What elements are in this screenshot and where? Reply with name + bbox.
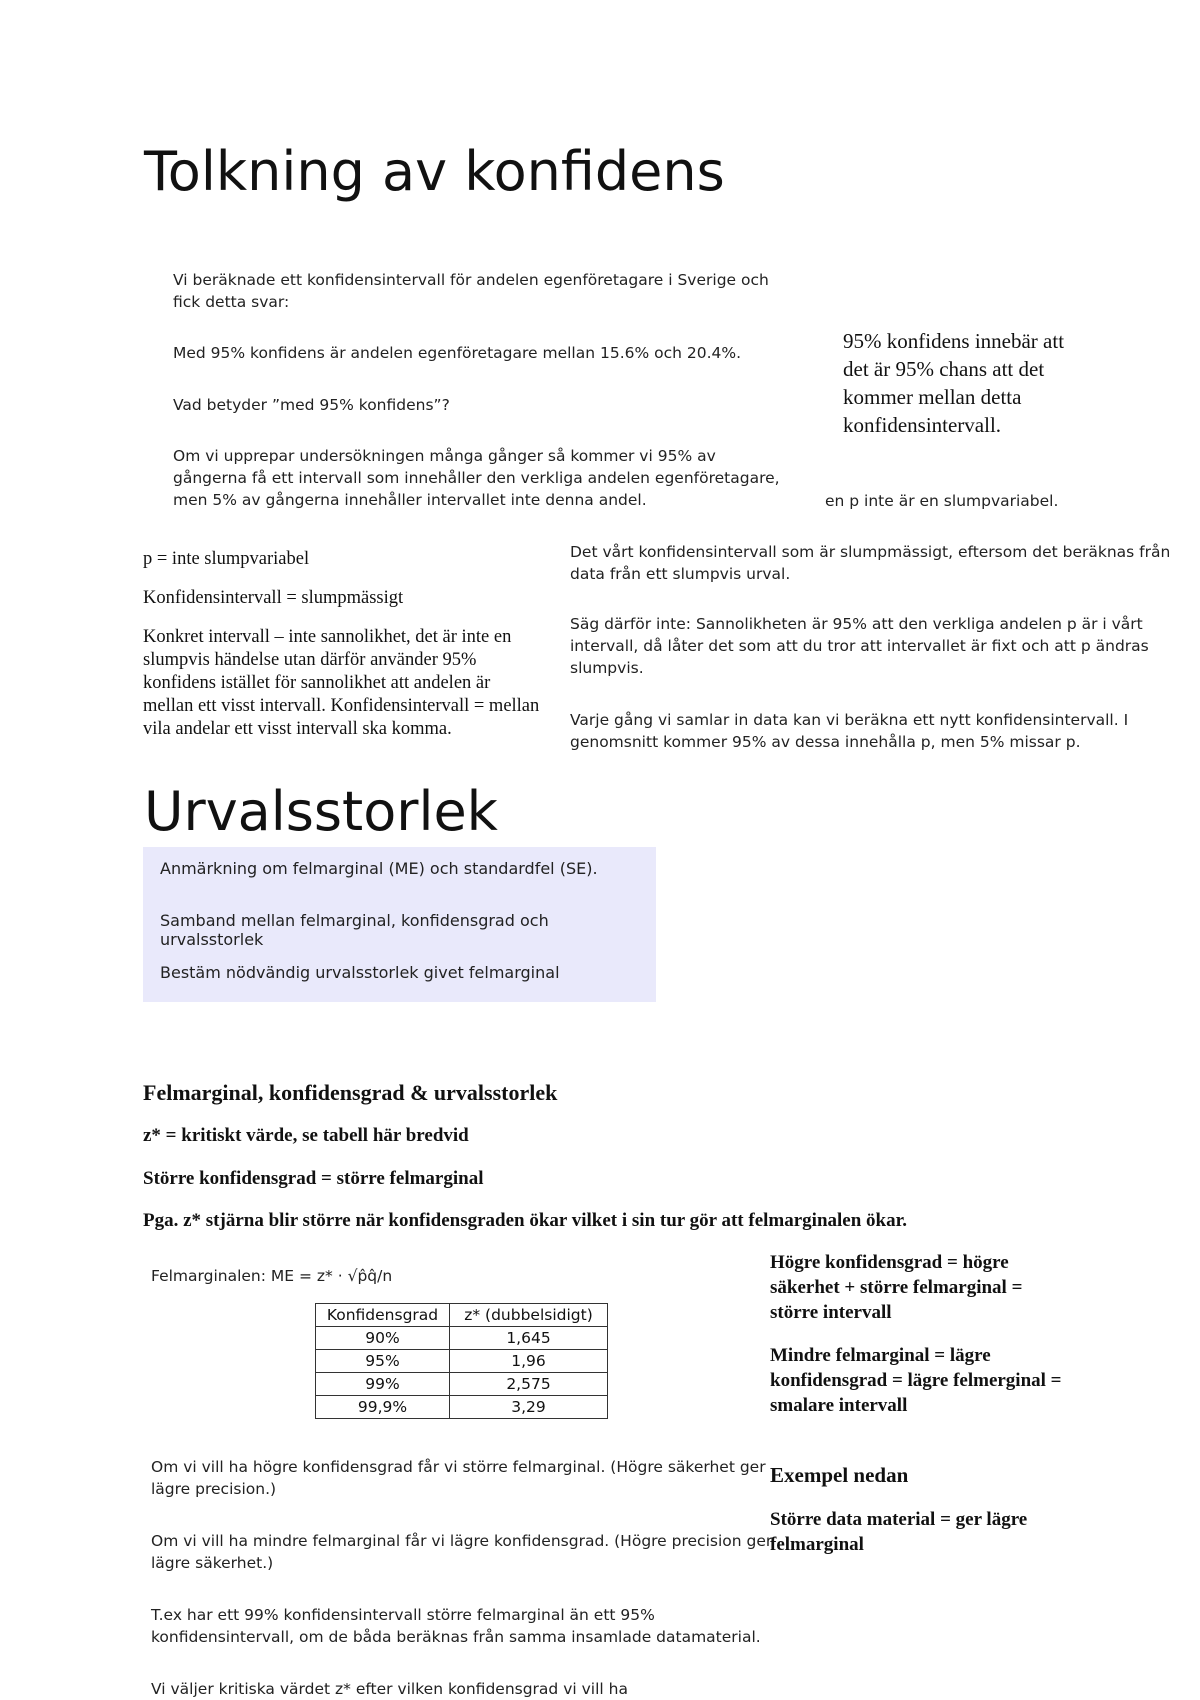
- slide-paragraph: Om vi vill ha högre konfidensgrad får vi större felmarginal. (Högre säkerhet ger lägre precision.): [151, 1458, 766, 1498]
- table-cell: 99,9%: [316, 1396, 450, 1419]
- table-row: [316, 1327, 608, 1350]
- critical-value-table: [315, 1303, 608, 1419]
- formula: Felmarginalen: ME = z* · √p̂q̂/n: [151, 1267, 393, 1285]
- table-cell: 1,96: [450, 1350, 608, 1373]
- right-note: Större data material = ger lägre felmarginal: [770, 1509, 1028, 1555]
- right-note: Högre konfidensgrad = högre säkerhet + större felmarginal = större intervall: [770, 1252, 1023, 1323]
- table-row: [316, 1373, 608, 1396]
- slide-paragraph: Varje gång vi samlar in data kan vi beräkna ett nytt konfidensintervall. I genomsnitt kommer 95% av dessa innehålla p, men 5% missar p.: [570, 711, 1129, 751]
- slide-paragraph: T.ex har ett 99% konfidensintervall större felmarginal än ett 95% konfidensintervall, om de båda beräknas från samma insamlade datamaterial.: [151, 1606, 761, 1646]
- section-title-urvalsstorlek: Urvalsstorlek: [144, 780, 498, 843]
- slide-paragraph: Vi beräknade ett konfidensintervall för andelen egenföretagare i Sverige och fick detta svar:: [173, 271, 769, 311]
- slide-paragraph: Om vi upprepar undersökningen många gånger så kommer vi 95% av gångerna få ett intervall som innehåller den verkliga andelen egenföretagare, men 5% av gångerna innehåller intervallet inte denna andel.: [173, 447, 780, 509]
- note-line: p = inte slumpvariabel: [143, 549, 310, 569]
- table-row: [316, 1396, 608, 1419]
- bold-line: Pga. z* stjärna blir större när konfidensgraden ökar vilket i sin tur gör att felmarginalen ökar.: [143, 1210, 908, 1231]
- bold-line: Större konfidensgrad = större felmarginal: [143, 1168, 484, 1189]
- section-title-tolkning: Tolkning av konfidens: [144, 140, 725, 203]
- slide-paragraph: Vi väljer kritiska värdet z* efter vilken konfidensgrad vi vill ha: [151, 1680, 628, 1698]
- column-header: Konfidensgrad: [316, 1304, 450, 1327]
- slide-question: Vad betyder ”med 95% konfidens”?: [173, 396, 450, 414]
- topic-item: Bestäm nödvändig urvalsstorlek givet felmarginal: [160, 963, 560, 982]
- slide-paragraph: Om vi vill ha mindre felmarginal får vi lägre konfidensgrad. (Högre precision ger lägre säkerhet.): [151, 1532, 773, 1572]
- subheading: Felmarginal, konfidensgrad & urvalsstorlek: [143, 1080, 558, 1105]
- right-note: Mindre felmarginal = lägre konfidensgrad = lägre felmerginal = smalare intervall: [770, 1345, 1062, 1416]
- slide-fragment: en p inte är en slumpvariabel.: [825, 492, 1059, 510]
- bold-line: z* = kritiskt värde, se tabell här bredvid: [143, 1125, 469, 1146]
- column-header: z* (dubbelsidigt): [450, 1304, 608, 1327]
- topic-item: Anmärkning om felmarginal (ME) och standardfel (SE).: [160, 859, 598, 878]
- table-cell: 1,645: [450, 1327, 608, 1350]
- slide-paragraph: Det vårt konfidensintervall som är slumpmässigt, eftersom det beräknas från data från ett slumpvis urval.: [570, 543, 1171, 583]
- slide-paragraph: Med 95% konfidens är andelen egenföretagare mellan 15.6% och 20.4%.: [173, 344, 742, 362]
- note-paragraph: Konkret intervall – inte sannolikhet, det är inte en slumpvis händelse utan därför använder 95% konfidens istället för sannolikhet att andelen är mellan ett visst intervall. Konfidensintervall = mellan vila andelar ett visst intervall ska komma.: [143, 627, 540, 739]
- table-cell: 3,29: [450, 1396, 608, 1419]
- right-note-heading: Exempel nedan: [770, 1463, 909, 1487]
- table-row: [316, 1350, 608, 1373]
- note-line: Konfidensintervall = slumpmässigt: [143, 588, 404, 608]
- side-note: 95% konfidens innebär att det är 95% chans att det kommer mellan detta konfidensintervall.: [843, 329, 1065, 437]
- table-cell: 99%: [316, 1373, 450, 1396]
- topic-list-box: [143, 847, 656, 1002]
- table-header-row: [316, 1304, 608, 1327]
- slide-paragraph: Säg därför inte: Sannolikheten är 95% att den verkliga andelen p är i vårt intervall, då låter det som att du tror att intervallet är fixt och att p ändras slumpvis.: [570, 615, 1149, 677]
- table-cell: 95%: [316, 1350, 450, 1373]
- table-cell: 2,575: [450, 1373, 608, 1396]
- topic-item: Samband mellan felmarginal, konfidensgrad och urvalsstorlek: [160, 911, 549, 949]
- table-cell: 90%: [316, 1327, 450, 1350]
